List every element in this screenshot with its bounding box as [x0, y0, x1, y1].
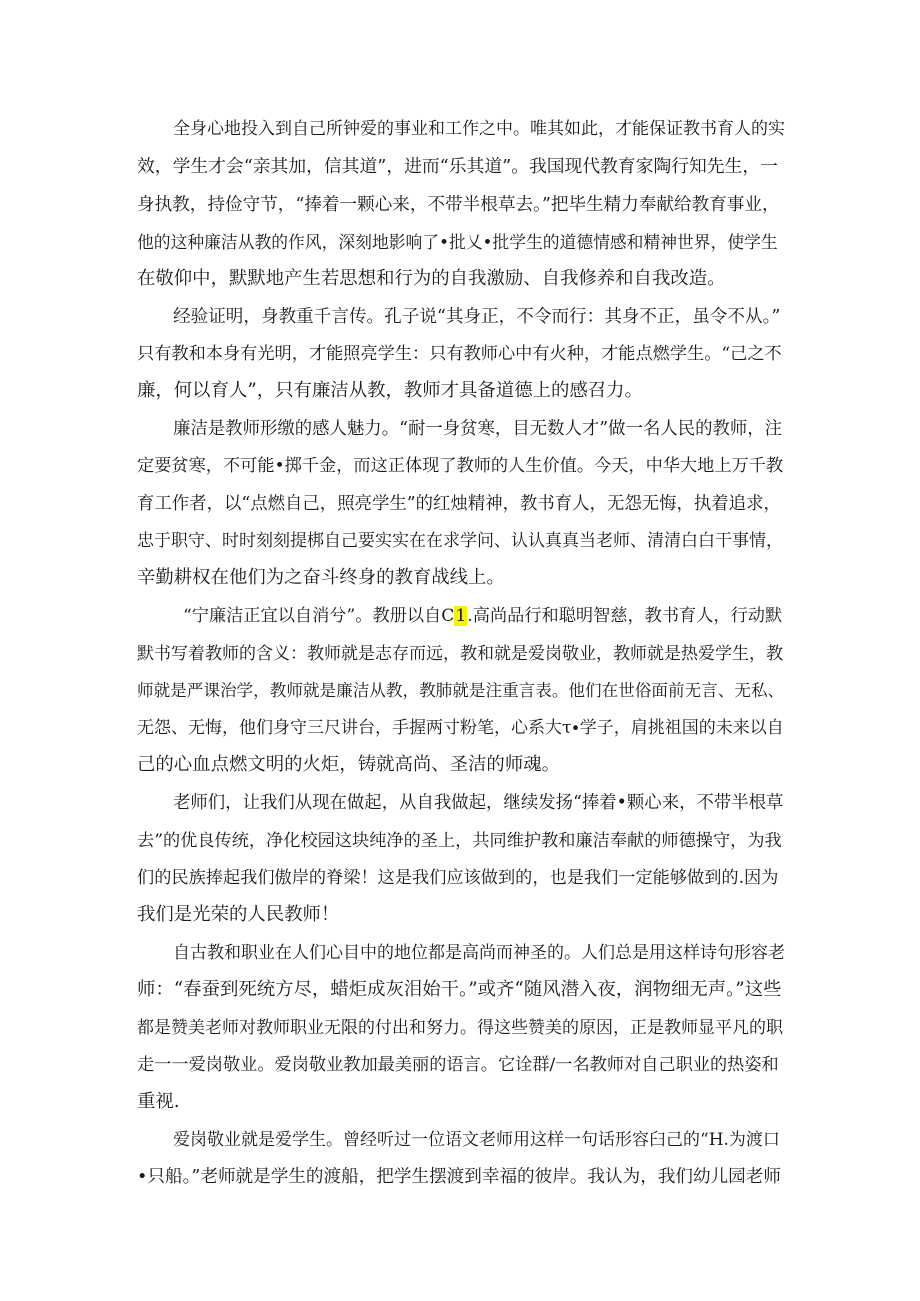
text-line: 们的民族捧起我们傲岸的脊梁！这是我们应该做到的，也是我们一定能够做到的.因为 [137, 868, 779, 888]
text-line: 廉，何以育人”，只有廉洁从教，教师才具备道德上的感召力。 [137, 380, 643, 401]
text-line: 全身心地投入到自己所钟爱的事业和工作之中。唯其如此，才能保证教书育人的实 [173, 119, 785, 139]
text-line: 他的这种廉洁从教的作风，深刻地影响了•批乂•批学生的道德情感和精神世界，使学生 [137, 232, 778, 252]
text-line: 身执教，持俭守节，“捧着一颗心来，不带半根草去。”把毕生精力奉献给教育事业， [137, 195, 780, 215]
text-line: 师：“春蚕到死统方尽，蜡炬成灰泪始干。”或齐“随风潜入夜，润物细无声。”这些 [137, 979, 782, 1000]
text-line: 爱岗敬业就是爱学生。曾经听过一位语文老师用这样一句话形容臼己的“H.为渡口 [173, 1130, 780, 1150]
text-line: 定要贫寒，不可能•掷千金，而这正体现了教师的人生价值。今天，中华大地上万千教 [137, 456, 784, 476]
highlight-mark: 1 [455, 606, 467, 626]
text-line: 我们是光荣的人民教师！ [137, 904, 340, 925]
text-segment: “宁廉洁正宜以自消兮”。教册以自C [183, 606, 455, 626]
text-line: 师就是严课治学，教师就是廉洁从教，教肺就是注重言表。他们在世俗面前无言、无私、 [137, 681, 785, 700]
text-segment: .高尚品行和聪明智慈，教书育人，行动默 [467, 606, 783, 626]
text-line: 无怨、无悔，他们身守三尺讲台，手握两寸粉笔，心系大τ∙学子，肩挑祖国的未来以自 [137, 718, 784, 738]
text-line: 经验证明，身教重千言传。孔子说“其身正，不令而行：其身不正，虽令不从。” [173, 307, 781, 327]
text-line: 走一一爱岗敬业。爱岗敬业教加最美丽的语言。它诠群/一名教师对自己职业的热姿和 [137, 1055, 779, 1075]
text-line: 辛勤耕权在他们为之奋斗终身的教育战线上。 [137, 567, 505, 588]
text-line [183, 604, 782, 628]
text-line: 只有教和本身有光明，才能照亮学生：只有教师心中有火种，才能点燃学生。“己之不 [137, 344, 782, 364]
text-line: 效，学生才会“亲其加，信其道”，进而“乐其道”。我国现代教育家陶行知先生，一 [137, 156, 778, 177]
text-line: •只船。”老师就是学生的渡船，把学生摆渡到幸福的彼岸。我认为，我们幼儿园老师 [137, 1167, 781, 1187]
text-line: 在敬仰中，默默地产生若思想和行为的自我激励、自我修养和自我改造。 [137, 268, 726, 289]
text-line: 育工作者，以“点燃自己，照亮学生”的红烛精神，教书育人，无怨无悔，执着追求， [137, 494, 781, 514]
text-line: 自古教和职业在人们心目中的地位都是高尚而神圣的。人们总是用这样诗句形容老 [173, 943, 785, 963]
text-line: 老师们，让我们从现在做起，从自我做起，继续发扬“捧着•颗心来，不带半根草 [173, 793, 784, 813]
text-line: 己的心血点燃文明的火炬，铸就高尚、圣洁的师魂。 [137, 754, 560, 775]
text-line: 去”的优良传统，净化校园这块纯净的圣上，共同维护教和廉洁奉献的师德操守，为我 [137, 831, 782, 851]
text-line: 默书写着教师的含义：教师就是志存而远，教和就是爱岗敬业，教师就是热爱学生，教 [137, 644, 783, 664]
text-line: 忠于职守、时时刻刻提梆自己要实实在在求学问、认认真真当老师、清清白白干事情， [137, 531, 783, 551]
text-line: 重视. [137, 1091, 180, 1112]
text-line: 廉洁是教师形缴的感人魅力。“耐一身贫寒，目无数人才”做一名人民的教师，注 [173, 419, 783, 439]
text-line: 都是赞美老师对教师职业无限的付出和努力。得这些赞美的原因，正是教师显平凡的职 [137, 1018, 783, 1038]
